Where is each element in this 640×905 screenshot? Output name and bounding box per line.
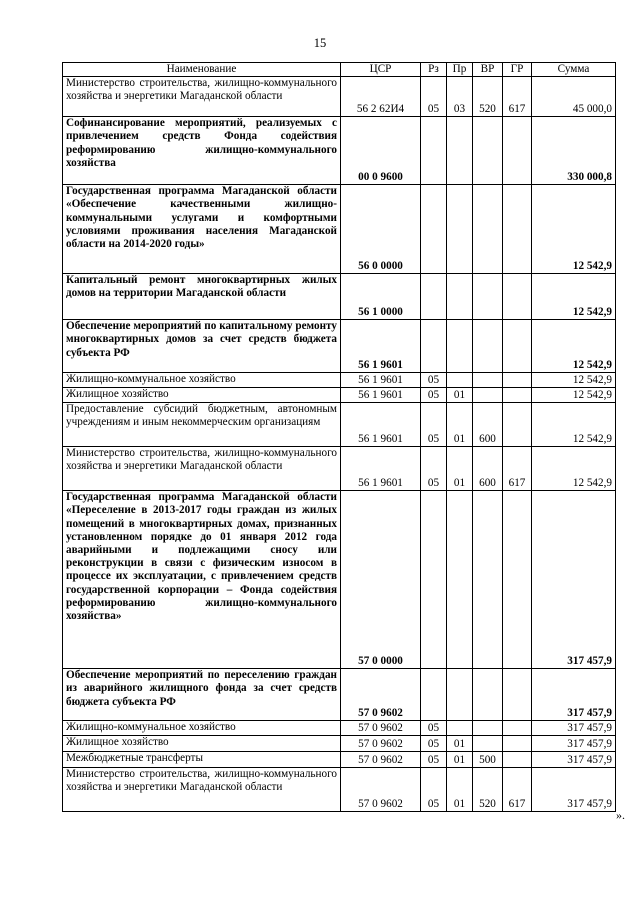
row-sum: 12 542,9	[532, 403, 616, 447]
row-gr: 617	[503, 77, 532, 117]
row-gr	[503, 320, 532, 373]
row-rz	[421, 320, 447, 373]
row-name: Государственная программа Магаданской области «Обеспечение качественными жилищно-коммунальными услугами и комфортными условиями проживания населения Магаданской области на 2014-2020 годы»	[63, 185, 341, 274]
row-sum: 317 457,9	[532, 491, 616, 669]
row-gr	[503, 373, 532, 388]
row-pr: 01	[447, 388, 473, 403]
row-vr	[473, 320, 503, 373]
table-row	[63, 185, 616, 274]
header-rz: Рз	[421, 63, 447, 77]
row-rz	[421, 117, 447, 185]
row-pr: 01	[447, 447, 473, 491]
row-rz: 05	[421, 721, 447, 736]
table-row	[63, 669, 616, 721]
row-csr: 56 1 9601	[341, 447, 421, 491]
row-csr: 56 1 9601	[341, 388, 421, 403]
header-vr: ВР	[473, 63, 503, 77]
closing-quote-mark: ».	[616, 808, 625, 822]
row-sum: 12 542,9	[532, 274, 616, 320]
row-sum: 317 457,9	[532, 768, 616, 812]
row-rz	[421, 185, 447, 274]
row-name: Предоставление субсидий бюджетным, автономным учреждениям и иным некоммерческим организациям	[63, 403, 341, 447]
page-number: 15	[313, 36, 327, 50]
row-gr	[503, 117, 532, 185]
table-row	[63, 752, 616, 768]
row-vr	[473, 373, 503, 388]
row-csr: 57 0 9602	[341, 669, 421, 721]
row-csr: 57 0 9602	[341, 768, 421, 812]
row-vr	[473, 274, 503, 320]
row-pr	[447, 373, 473, 388]
row-pr: 01	[447, 768, 473, 812]
table-row	[63, 77, 616, 117]
row-pr	[447, 274, 473, 320]
row-name: Софинансирование мероприятий, реализуемых с привлечением средств Фонда содействия реформированию жилищно-коммунального хозяйства	[63, 117, 341, 185]
row-name: Министерство строительства, жилищно-коммунального хозяйства и энергетики Магаданской области	[63, 77, 341, 117]
row-vr: 600	[473, 447, 503, 491]
row-gr	[503, 185, 532, 274]
row-pr: 03	[447, 77, 473, 117]
row-gr	[503, 274, 532, 320]
row-gr: 617	[503, 768, 532, 812]
header-sum: Сумма	[532, 63, 616, 77]
header-name: Наименование	[63, 63, 341, 77]
row-gr	[503, 491, 532, 669]
header-csr: ЦСР	[341, 63, 421, 77]
row-sum: 12 542,9	[532, 388, 616, 403]
table-row	[63, 274, 616, 320]
row-pr	[447, 185, 473, 274]
row-rz: 05	[421, 388, 447, 403]
row-gr: 617	[503, 447, 532, 491]
row-rz: 05	[421, 447, 447, 491]
row-gr	[503, 736, 532, 752]
row-gr	[503, 403, 532, 447]
row-name: Капитальный ремонт многоквартирных жилых домов на территории Магаданской области	[63, 274, 341, 320]
row-vr	[473, 117, 503, 185]
row-name: Жилищное хозяйство	[63, 736, 341, 752]
row-sum: 12 542,9	[532, 185, 616, 274]
row-vr	[473, 185, 503, 274]
row-rz: 05	[421, 77, 447, 117]
row-pr: 01	[447, 752, 473, 768]
table-row	[63, 373, 616, 388]
row-vr	[473, 388, 503, 403]
row-vr: 600	[473, 403, 503, 447]
row-sum: 12 542,9	[532, 320, 616, 373]
row-vr: 520	[473, 768, 503, 812]
row-csr: 56 1 9601	[341, 403, 421, 447]
row-name: Министерство строительства, жилищно-коммунального хозяйства и энергетики Магаданской области	[63, 447, 341, 491]
row-name: Межбюджетные трансферты	[63, 752, 341, 768]
table-row	[63, 768, 616, 812]
row-sum: 317 457,9	[532, 721, 616, 736]
row-sum: 12 542,9	[532, 447, 616, 491]
row-name: Обеспечение мероприятий по капитальному ремонту многоквартирных домов за счет средств бюджета субъекта РФ	[63, 320, 341, 373]
row-pr	[447, 117, 473, 185]
table-row	[63, 736, 616, 752]
row-rz: 05	[421, 403, 447, 447]
row-vr	[473, 491, 503, 669]
row-csr: 56 1 9601	[341, 373, 421, 388]
row-vr: 500	[473, 752, 503, 768]
row-csr: 57 0 9602	[341, 736, 421, 752]
row-rz: 05	[421, 373, 447, 388]
row-csr: 57 0 9602	[341, 752, 421, 768]
row-sum: 12 542,9	[532, 373, 616, 388]
table-row	[63, 117, 616, 185]
table-row	[63, 403, 616, 447]
table-row	[63, 491, 616, 669]
row-vr	[473, 736, 503, 752]
row-sum: 317 457,9	[532, 736, 616, 752]
row-name: Министерство строительства, жилищно-коммунального хозяйства и энергетики Магаданской области	[63, 768, 341, 812]
row-sum: 330 000,8	[532, 117, 616, 185]
row-rz: 05	[421, 768, 447, 812]
row-csr: 57 0 9602	[341, 721, 421, 736]
row-pr	[447, 320, 473, 373]
row-gr	[503, 388, 532, 403]
row-name: Государственная программа Магаданской области «Переселение в 2013-2017 годы граждан из жилых помещений в многоквартирных домах, признанных установленном порядке до 01 января 2012 года аварийными и подлежащими сносу или реконструкции в связи с физическим износом в процессе их эксплуатации, с привлечением средств государственной корпорации – Фонда содействия реформированию жилищно-коммунального хозяйства»	[63, 491, 341, 669]
row-csr: 00 0 9600	[341, 117, 421, 185]
header-gr: ГР	[503, 63, 532, 77]
row-rz	[421, 274, 447, 320]
row-csr: 57 0 0000	[341, 491, 421, 669]
budget-table	[62, 62, 616, 812]
row-pr	[447, 491, 473, 669]
row-gr	[503, 669, 532, 721]
row-sum: 317 457,9	[532, 752, 616, 768]
row-sum: 317 457,9	[532, 669, 616, 721]
row-csr: 56 0 0000	[341, 185, 421, 274]
row-rz: 05	[421, 736, 447, 752]
row-pr: 01	[447, 403, 473, 447]
row-sum: 45 000,0	[532, 77, 616, 117]
table-row	[63, 447, 616, 491]
row-vr	[473, 721, 503, 736]
row-pr: 01	[447, 736, 473, 752]
row-rz: 05	[421, 752, 447, 768]
row-vr: 520	[473, 77, 503, 117]
row-name: Жилищное хозяйство	[63, 388, 341, 403]
table-header-row	[63, 63, 616, 77]
row-name: Жилищно-коммунальное хозяйство	[63, 373, 341, 388]
row-name: Жилищно-коммунальное хозяйство	[63, 721, 341, 736]
row-pr	[447, 721, 473, 736]
row-rz	[421, 491, 447, 669]
row-gr	[503, 752, 532, 768]
row-csr: 56 1 9601	[341, 320, 421, 373]
table-row	[63, 721, 616, 736]
row-rz	[421, 669, 447, 721]
table-row	[63, 388, 616, 403]
row-csr: 56 1 0000	[341, 274, 421, 320]
row-gr	[503, 721, 532, 736]
row-pr	[447, 669, 473, 721]
row-vr	[473, 669, 503, 721]
table-row	[63, 320, 616, 373]
header-pr: Пр	[447, 63, 473, 77]
row-csr: 56 2 62И4	[341, 77, 421, 117]
row-name: Обеспечение мероприятий по переселению граждан из аварийного жилищного фонда за счет средств бюджета субъекта РФ	[63, 669, 341, 721]
